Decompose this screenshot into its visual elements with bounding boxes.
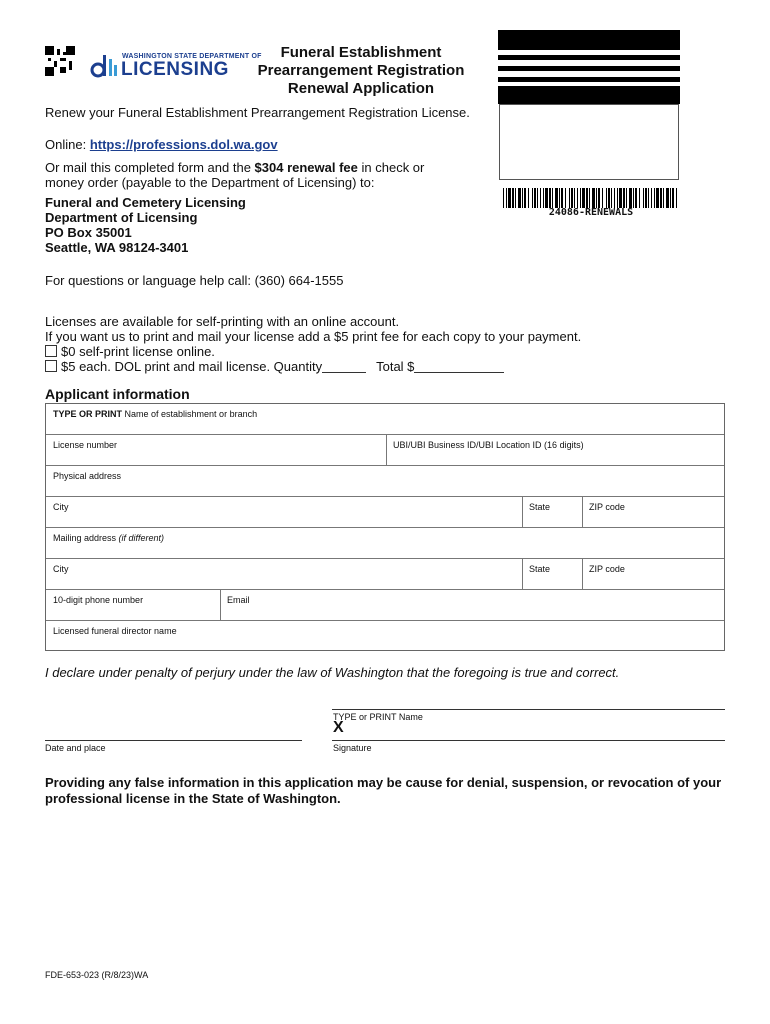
email-label: Email [227,595,250,605]
physical-state-label: State [529,502,551,512]
print-name-line[interactable] [332,709,725,710]
physical-city-label: City [53,502,69,512]
renewal-fee: $304 renewal fee [254,160,358,175]
address-line-3: PO Box 35001 [45,225,132,240]
title-line-3: Renewal Application [287,80,435,97]
print-info-1: Licenses are available for self-printing with an online account. [45,314,400,329]
applicant-form [45,403,725,651]
mailing-zip-label: ZIP code [589,564,625,574]
self-print-checkbox[interactable] [45,345,57,357]
total-label: Total $ [376,359,415,374]
address-line-2: Department of Licensing [45,210,198,225]
quantity-field[interactable] [322,361,366,373]
license-number-field[interactable] [46,435,386,466]
mailing-zip-field[interactable] [582,559,724,590]
mail-text-post: in check or [357,160,425,175]
self-print-label: $0 self-print license online. [61,344,215,359]
agency-name-logo: LICENSING [121,59,229,80]
mailing-city-field[interactable] [46,559,522,590]
director-name-label: Licensed funeral director name [53,626,177,636]
dol-print-label: $5 each. DOL print and mail license. Quantity [61,359,323,374]
physical-zip-label: ZIP code [589,502,625,512]
establishment-name-field[interactable] [46,404,724,435]
online-label: Online: [45,137,90,152]
ubi-label: UBI/UBI Business ID/UBI Location ID (16 digits) [393,440,584,450]
address-line-1: Funeral and Cemetery Licensing [45,195,246,210]
mail-text-pre: Or mail this completed form and the [45,160,255,175]
form-number: FDE-653-023 (R/8/23)WA [45,970,149,980]
date-place-line[interactable] [45,740,302,741]
signature-label: Signature [333,743,372,753]
physical-address-field[interactable] [46,466,724,497]
ubi-field[interactable] [386,435,724,466]
title-line-2: Prearrangement Registration [257,62,465,79]
title-line-1: Funeral Establishment [280,44,442,61]
license-number-label: License number [53,440,118,450]
mailing-address-field[interactable] [46,528,724,559]
total-field[interactable] [414,361,504,373]
mailing-state-label: State [529,564,551,574]
barcode-text: 24086-RENEWALS [548,207,634,218]
dol-logo-icon [90,51,120,78]
director-name-field[interactable] [46,621,724,650]
mailing-note: (if different) [118,533,165,543]
office-use-box [499,104,679,180]
mail-line-2: money order (payable to the Department of Licensing) to: [45,175,375,190]
physical-address-label: Physical address [53,471,122,481]
print-name-label: TYPE or PRINT Name [333,712,423,722]
applicant-heading: Applicant information [45,386,190,402]
option-dol-print [45,359,504,374]
signature-line[interactable] [332,740,725,741]
questions-text: For questions or language help call: (360) 664-1555 [45,273,344,288]
physical-city-field[interactable] [46,497,522,528]
online-link[interactable]: https://professions.dol.wa.gov [89,137,278,152]
option-self-print [45,344,215,359]
date-place-label: Date and place [45,743,106,753]
physical-state-field[interactable] [522,497,582,528]
mailing-address-label: Mailing address [53,533,119,543]
agency-name-small: WASHINGTON STATE DEPARTMENT OF [122,53,262,60]
renew-text: Renew your Funeral Establishment Prearrangement Registration License. [45,105,470,120]
establishment-name-label: Name of establishment or branch [122,409,258,419]
mail-line-1 [45,160,424,175]
barcode-icon [503,188,679,208]
phone-field[interactable] [46,590,220,621]
dol-print-checkbox[interactable] [45,360,57,372]
phone-label: 10-digit phone number [53,595,144,605]
false-info-warning: Providing any false information in this application may be cause for denial, suspension, or revocation of your professional license in the State of Washington. [45,775,722,806]
signature-x-mark: X [333,719,344,736]
mailing-city-label: City [53,564,69,574]
form-title [236,44,486,98]
declaration-text: I declare under penalty of perjury under the law of Washington that the foregoing is true and correct. [45,665,620,680]
address-line-4: Seattle, WA 98124-3401 [45,240,189,255]
mailing-state-field[interactable] [522,559,582,590]
physical-zip-field[interactable] [582,497,724,528]
qr-code-icon [45,46,75,76]
online-line [45,137,278,152]
email-field[interactable] [220,590,724,621]
print-info-2: If you want us to print and mail your license add a $5 print fee for each copy to your payment. [45,329,582,344]
type-or-print-label: TYPE OR PRINT [53,409,123,419]
